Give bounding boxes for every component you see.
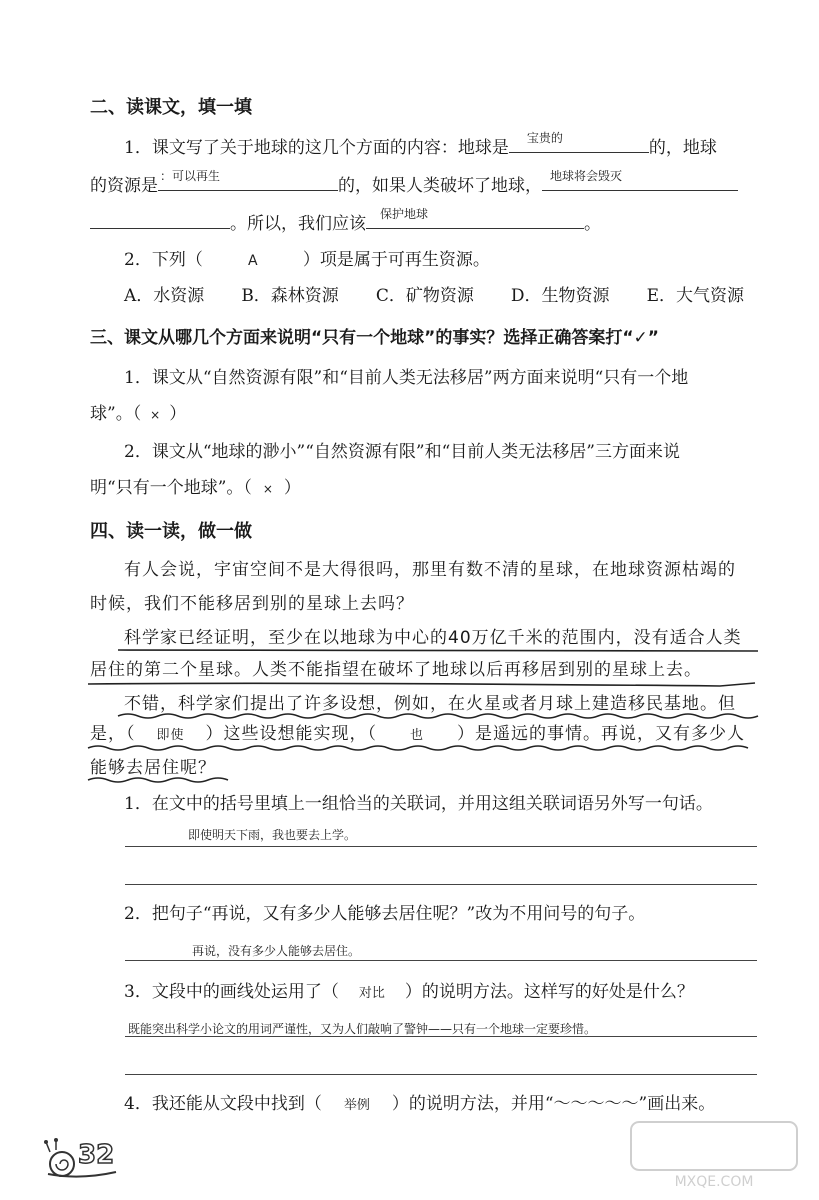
s2-q1-answer1: 宝贵的 [526, 131, 563, 145]
s4-q4-answer: 举例 [343, 1098, 370, 1113]
s2-q2-answer: A [248, 253, 258, 269]
s2-q1-text-a: 1．课文写了关于地球的这几个方面的内容：地球是 [124, 138, 509, 158]
s3-q1-text-b: 球”。（ [90, 404, 142, 424]
s4-q2-prompt: 2．把句子“再说，又有多少人能够去居住呢？”改为不用问号的句子。 [124, 904, 646, 924]
s2-q1-text-c: 的资源是 [90, 176, 158, 196]
s4-q3-text-a: 3．文段中的画线处运用了（ [124, 982, 339, 1002]
s3-q2-line1: 2．课文从“地球的渺小”“自然资源有限”和“目前人类无法移居”三方面来说 [124, 442, 680, 462]
s4-q4-blank[interactable] [322, 1092, 392, 1118]
s2-q1-text-b: 的，地球 [648, 138, 717, 158]
s4-q3-text-b: ）的说明方法。这样写的好处是什么？ [404, 982, 694, 1002]
section-2-heading: 二、读课文，填一填 [90, 97, 252, 118]
wavy-p3-l1 [118, 714, 758, 718]
s2-q1-text-e: 。所以，我们应该 [230, 214, 366, 234]
s2-q1-text-d: 的，如果人类破坏了地球， [338, 176, 542, 196]
s4-q3-explanation: 既能突出科学小论文的用词严谨性，又为人们敲响了警钟——只有一个地球一定要珍惜。 [128, 1022, 597, 1036]
s2-q2-text-b: ）项是属于可再生资源。 [302, 250, 490, 270]
passage-p2-line1: 科学家已经证明，至少在以地球为中心的40万亿千米的范围内，没有适合人类 [124, 628, 742, 648]
option-a: A．水资源 [124, 286, 205, 306]
s4-q3-line1[interactable] [125, 1036, 757, 1037]
s3-q1-line1: 1．课文从“自然资源有限”和“目前人类无法移居”两方面来说明“只有一个地 [124, 368, 689, 388]
s2-q2-text-a: 2．下列（ [124, 250, 203, 270]
page-number: 32 [78, 1140, 115, 1170]
p3-text-b: ）这些设想能实现，（ [205, 724, 377, 744]
watermark-logo [629, 1120, 799, 1192]
option-d: D．生物资源 [510, 286, 610, 306]
section-3-heading: 三、课文从哪几个方面来说明“只有一个地球”的事实？选择正确答案打“✓” [90, 328, 659, 348]
s4-q2-line[interactable] [125, 960, 757, 961]
s4-q1-answer: 即使明天下雨，我也要去上学。 [188, 828, 357, 842]
underline-p2-l2 [88, 683, 755, 686]
s4-q4-line [124, 1092, 715, 1118]
s4-q4-text-b: ）的说明方法，并用“～～～～～”画出来。 [391, 1094, 716, 1114]
section-4-heading: 四、读一读，做一做 [90, 521, 252, 542]
p3-text-c: ）是遥远的事情。再说，又有多少人 [457, 724, 745, 744]
s4-q3-line [124, 980, 694, 1006]
p3-text-a: 是，（ [90, 724, 136, 744]
option-b: B．森林资源 [241, 286, 339, 306]
wavy-p3-l3 [88, 778, 228, 782]
p3-answer2: 也 [409, 728, 424, 743]
s2-q1-text-f: 。 [584, 214, 601, 234]
p3-answer1: 即使 [156, 728, 185, 743]
passage-p3-line1: 不错，科学家们提出了许多设想，例如，在火星或者月球上建造移民基地。但 [124, 694, 736, 714]
s2-q1-answer3: 地球将会毁灭 [550, 169, 623, 183]
s4-q3-line2[interactable] [125, 1074, 757, 1075]
s3-q1-text-c: ） [169, 404, 187, 424]
s4-q3-answer: 对比 [358, 986, 385, 1001]
s4-q3-blank[interactable] [339, 980, 405, 1006]
option-e: E．大气资源 [646, 286, 744, 306]
watermark-text: MXQE.COM [674, 1174, 754, 1190]
s2-q1-answer2: ：可以再生 [160, 169, 221, 183]
s3-q2-text-b: 明“只有一个地球”。（ [90, 478, 252, 498]
underline-p2-l1 [118, 650, 758, 651]
passage-p3-line3: 能够去居住呢？ [90, 758, 216, 778]
s3-q2-answer: × [262, 482, 273, 496]
passage-p2-line2: 居住的第二个星球。人类不能指望在破坏了地球以后再移居到别的星球上去。 [90, 660, 702, 680]
s3-q2-text-c: ） [283, 478, 301, 498]
s4-q1-line2[interactable] [125, 884, 757, 885]
s3-q1-answer: × [150, 408, 161, 422]
s2-q1-answer4: 保护地球 [380, 207, 429, 221]
s4-q1-line1[interactable] [125, 846, 757, 847]
passage-p1-line2: 时候，我们不能移居到别的星球上去吗？ [90, 594, 414, 614]
s4-q2-answer: 再说，没有多少人能够去居住。 [192, 944, 361, 958]
passage-p1-line1: 有人会说，宇宙空间不是大得很吗，那里有数不清的星球，在地球资源枯竭的 [124, 560, 736, 580]
wavy-p3-l2 [88, 746, 748, 750]
s4-q4-text-a: 4．我还能从文段中找到（ [124, 1094, 322, 1114]
s4-q1-prompt: 1．在文中的括号里填上一组恰当的关联词，并用这组关联词语另外写一句话。 [124, 794, 713, 814]
option-c: C．矿物资源 [375, 286, 474, 306]
